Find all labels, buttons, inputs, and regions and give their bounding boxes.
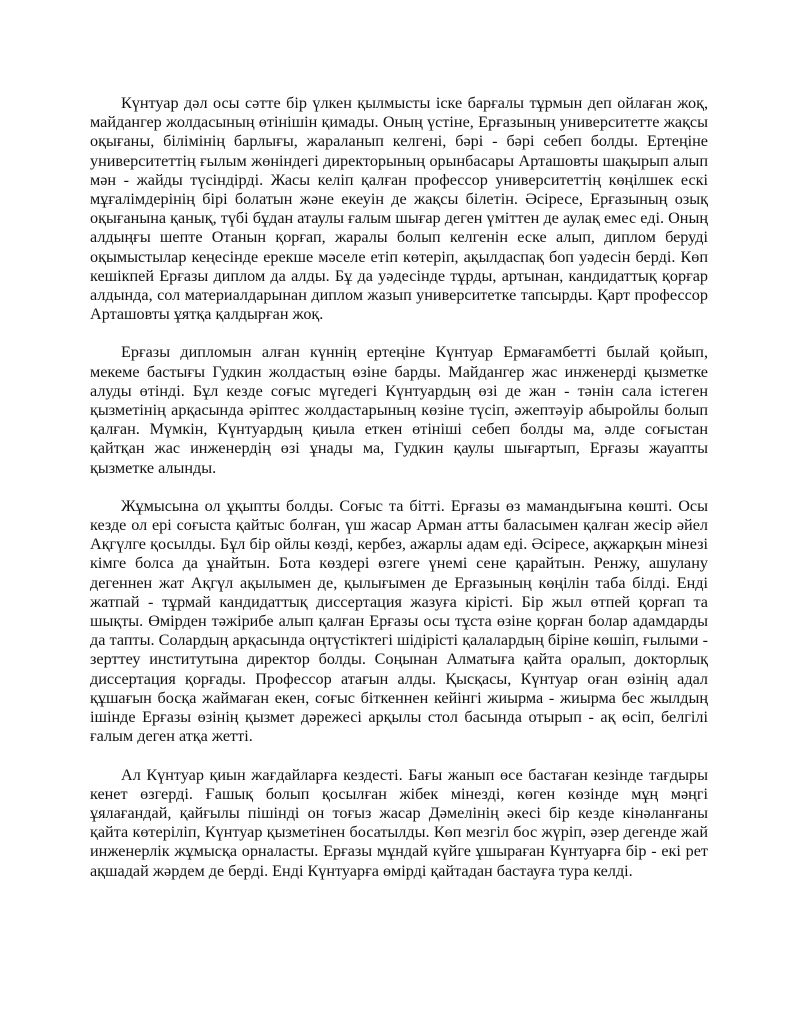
paragraph: Ерғазы дипломын алған күннің ертеңіне Күнтуар Ермағамбетті былай қойып, мекеме бастығы Гудкин жолдастың өзіне барды. Майдангер жас инженерді қызметке алуды өтінді. Бұл кезде соғыс мүгедегі Күнтуардың өзі де жан - тәнін сала істеген қызметінің арқасында әріптес жолдастарының көзіне түсіп, әжептәуір абыройлы болып қалған. Мүмкін, Күнтуардың қиыла еткен өтініші себеп болды ма, әлде соғыстан қайтқан жас инженердің өзі ұнады ма, Гудкин қаулы шығартып, Ерғазы жауапты қызметке алынды. xyxy=(90,343,708,477)
paragraph: Күнтуар дәл осы сәтте бір үлкен қылмысты іске барғалы тұрмын деп ойлаған жоқ, майдангер жолдасының өтінішін қимады. Оның үстіне, Ерғазының университетте жақсы оқығаны, білімінің барлығы, жараланып келгені, бәрі - бәрі себеп болды. Ертеңіне университеттің ғылым жөніндегі директорының орынбасары Арташовты шақырып алып мән - жайды түсіндірді. Жасы келіп қалған профессор университеттің көңілшек ескі мұғалімдерінің бірі болатын және екеуін де жақсы білетін. Әсіресе, Ерғазының озық оқығанына қанық, түбі бұдан атаулы ғалым шығар деген үміттен де аулақ емес еді. Оның алдыңғы шепте Отанын қорғап, жаралы болып келгенін еске алып, диплом беруді оқымыстылар кеңесінде ерекше мәселе етіп көтеріп, ақылдаспақ боп уәдесін берді. Көп кешікпей Ерғазы диплом да алды. Бұ да уәдесінде тұрды, артынан, кандидаттық қорғар алдында, сол материалдарынан диплом жазып университетке тапсырды. Қарт профессор Арташовты ұятқа қалдырған жоқ. xyxy=(90,94,708,324)
paragraph: Жұмысына ол ұқыпты болды. Соғыс та бітті. Ерғазы өз мамандығына көшті. Осы кезде ол ері соғыста қайтыс болған, үш жасар Арман атты баласымен қалған жесір әйел Ақгүлге қосылды. Бұл бір ойлы көзді, кербез, ажарлы адам еді. Әсіресе, ақжарқын мінезі кімге болса да ұнайтын. Бота көздері өзгеге үнемі сене қарайтын. Ренжу, ашулану дегеннен жат Ақгүл ақылымен де, қылығымен де Ерғазының көңілін таба білді. Енді жатпай - тұрмай кандидаттық диссертация жазуға кірісті. Бір жыл өтпей қорғап та шықты. Өмірден тәжірибе алып қалған Ерғазы осы тұста өзіне қорған болар адамдарды да тапты. Солардың арқасында оңтүстіктегі шідірісті қалалардың біріне көшіп, ғылыми - зерттеу институтына директор болды. Соңынан Алматыға қайта оралып, докторлық диссертация қорғады. Профессор атағын алды. Қысқасы, Күнтуар оған өзінің адал құшағын босқа жаймаған екен, соғыс біткеннен кейінгі жиырма - жиырма бес жылдың ішінде Ерғазы өзінің қызмет дәрежесі арқылы стол басында отырып - ақ өсіп, белгілі ғалым деген атқа жетті. xyxy=(90,496,708,746)
paragraph: Ал Күнтуар қиын жағдайларға кездесті. Бағы жанып өсе бастаған кезінде тағдыры кенет өзгерді. Ғашық болып қосылған жібек мінезді, көген көзінде мұң мәңгі ұялағандай, қайғылы пішінді он тоғыз жасар Дәмелінің әкесі бір кезде кінәланғаны қайта көтеріліп, Күнтуар қызметінен босатылды. Көп мезгіл бос жүріп, әзер дегенде жай инженерлік жұмысқа орналасты. Ерғазы мұндай күйге ұшыраған Күнтуарға бір - екі рет ақшадай жәрдем де берді. Енді Күнтуарға өмірді қайтадан бастауға тура келді. xyxy=(90,765,708,880)
text-body xyxy=(90,94,708,900)
